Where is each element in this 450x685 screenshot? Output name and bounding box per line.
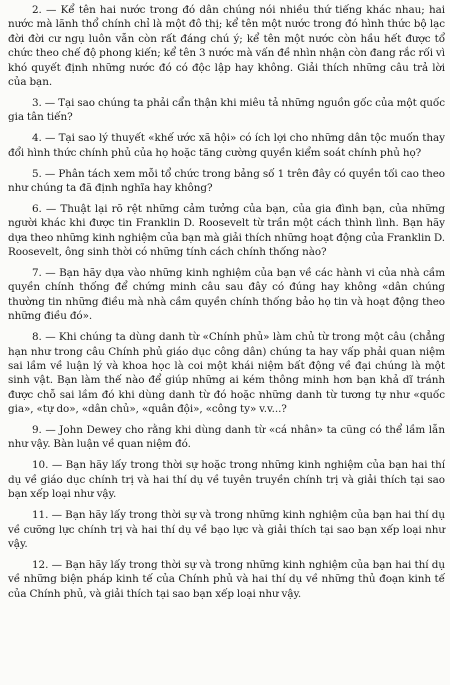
question-8: 8. — Khi chúng ta dùng danh từ «Chính phủ» làm chủ từ trong một câu (chẳng hạn như trong câu Chính phủ giáo dục công dân) chúng ta hay vấp phải quan niệm sai lầm về luận lý và khoa học là coi một khái niệm bất động về đại chúng là một sinh vật. Bạn làm thế nào để giúp những ai kém thông minh hơn bạn khả dĩ tránh được chỗ sai lầm đó khi dùng danh từ đó hoặc những danh từ tương tự như «quốc gia», «tự do», «dân chủ», «quân đội», «công ty» v.v...?	[8, 331, 445, 416]
question-12: 12. — Bạn hãy lấy trong thời sự và trong những kinh nghiệm của bạn hai thí dụ về những biện pháp kinh tế của Chính phủ và hai thí dụ về những thủ đoạn kinh tế của Chính phủ, và giải thích tại sao bạn xếp loại như vậy.	[8, 558, 445, 600]
question-11: 11. — Bạn hãy lấy trong thời sự và trong những kinh nghiệm của bạn hai thí dụ về cưỡng lực chính trị và hai thí dụ về bạo lực và giải thích tại sao bạn xếp loại như vậy.	[8, 509, 445, 550]
question-2: 2. — Kể tên hai nước trong đó dân chúng nói nhiều thứ tiếng khác nhau; hai nước mà lãnh thổ chính chỉ là một đô thị; kể tên một nước trong đó hình thức bộ lạc đời đời cư ngụ luôn vẫn còn rất đáng chú ý; kể tên một nước còn hầu hết được tổ chức theo chế độ phong kiến; kể tên 3 nước mà vấn đề nhìn nhận còn đang rắc rối vì khó quyết định những nước đó có độc lập hay không. Giải thích những câu trả lời của bạn.	[8, 4, 445, 89]
question-3: 3. — Tại sao chúng ta phải cẩn thận khi miêu tả những nguồn gốc của một quốc gia tân tiến?	[8, 96, 445, 124]
question-5: 5. — Phân tách xem mỗi tổ chức trong bảng số 1 trên đây có quyền tối cao theo như chúng ta đã định nghĩa hay không?	[8, 167, 445, 194]
question-4: 4. — Tại sao lý thuyết «khế ước xã hội» có ích lợi cho những dân tộc muốn thay đổi hình thức chính phủ của họ hoặc tăng cường quyền kiểm soát chính phủ họ?	[8, 132, 445, 159]
question-10: 10. — Bạn hãy lấy trong thời sự hoặc trong những kinh nghiệm của bạn hai thí dụ về giáo dục chính trị và hai thí dụ về tuyên truyền chính trị và giải thích tại sao bạn xếp loại như vậy.	[8, 459, 445, 501]
question-6: 6. — Thuật lại rõ rệt những cảm tưởng của bạn, của gia đình bạn, của những người khác khi được tin Franklin D. Roosevelt từ trần một cách thình lình. Bạn hãy dựa theo những kinh nghiệm của bạn mà giải thích những hoạt động của Franklin D. Roosevelt, ông sinh thời có những tính cách chính thống nào?	[8, 202, 445, 259]
question-9: 9. — John Dewey cho rằng khi dùng danh từ «cá nhân» ta cũng có thể lầm lẫn như vậy. Bàn luận về quan niệm đó.	[8, 424, 445, 451]
question-7: 7. — Bạn hãy dựa vào những kinh nghiệm của bạn về các hành vi của nhà cầm quyền chính thống để chứng minh câu sau đây có đúng hay không «dân chúng thường tin những điều mà nhà cầm quyền chính thống bảo họ tin và hoạt động theo những điều đó».	[8, 267, 445, 323]
